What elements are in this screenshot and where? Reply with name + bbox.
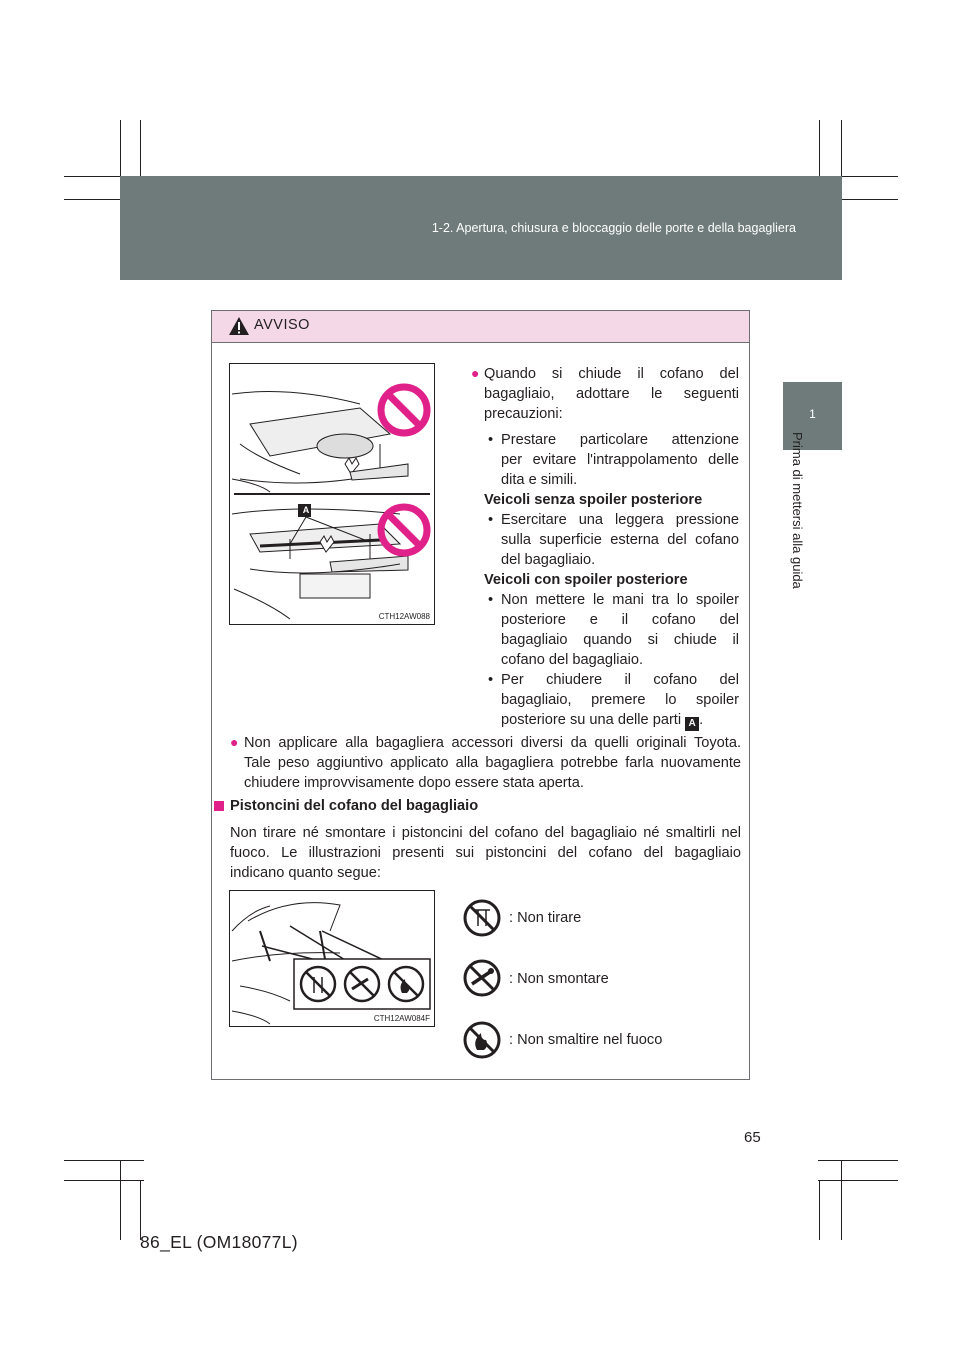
no-disassemble-icon: [462, 958, 502, 998]
section-title: 1-2. Apertura, chiusura e bloccaggio delle porte e della bagagliera: [431, 221, 796, 235]
trunk-closing-illustration: [229, 363, 435, 625]
b1-line-2: bagagliaio, adottare le seguenti: [484, 386, 739, 402]
figure-code: CTH12AW084F: [373, 1014, 430, 1023]
b1-sub-line-3: dita e simili.: [501, 472, 578, 488]
sub-bullet: •: [488, 512, 494, 528]
spoiler-line-4: cofano del bagagliaio.: [501, 652, 643, 668]
chapter-number: 1: [809, 407, 816, 421]
warning-title: AVVISO: [254, 317, 310, 333]
no-fire-label: : Non smaltire nel fuoco: [509, 1032, 663, 1048]
prohibition-icon: [381, 387, 427, 433]
spoiler-line-3: bagagliaio quando si chiude il: [501, 632, 739, 648]
document-code: 86_EL (OM18077L): [140, 1232, 298, 1252]
trunk-strut-illustration: [229, 890, 435, 1027]
struts-heading: Pistoncini del cofano del bagagliaio: [230, 798, 479, 814]
b1-sub-line-1: Prestare particolare attenzione: [501, 432, 739, 448]
page-number: 65: [744, 1129, 761, 1146]
body-line-1: Non tirare né smontare i pistoncini del cofano del bagagliaio né smaltirli nel: [230, 825, 741, 841]
section-square-marker: [214, 801, 224, 811]
body-line-2: fuoco. Le illustrazioni presenti sui pistoncini del cofano del bagagliaio: [230, 845, 741, 861]
warning-triangle-icon: [228, 316, 250, 336]
spoiler-line-7: [501, 710, 703, 731]
no-spoiler-line-3: del bagagliaio.: [501, 552, 596, 568]
b1-line-1: Quando si chiude il cofano del: [484, 366, 739, 382]
spoiler-line-6: bagagliaio, premere lo spoiler: [501, 692, 739, 708]
bullet-dot: ●: [230, 734, 239, 750]
no-pull-label: : Non tirare: [509, 910, 582, 926]
spoiler-line-1: Non mettere le mani tra lo spoiler: [501, 592, 739, 608]
spoiler-heading: Veicoli con spoiler posteriore: [484, 572, 688, 588]
part-a-tag: A: [685, 717, 699, 731]
sub-bullet: •: [488, 432, 494, 448]
spoiler-end: .: [699, 712, 704, 728]
b1-sub-line-2: per evitare l'intrappolamento delle: [501, 452, 739, 468]
sub-bullet: •: [488, 592, 494, 608]
spoiler-line-2: posteriore e il cofano del: [501, 612, 739, 628]
spoiler-line-5: Per chiudere il cofano del: [501, 672, 739, 688]
b2-line-2: Tale peso aggiuntivo applicato alla bagagliera potrebbe farla nuovamente: [244, 755, 741, 771]
no-disassemble-icon: [345, 967, 379, 1001]
no-pull-icon: [301, 967, 335, 1001]
b2-line-1: Non applicare alla bagagliera accessori diversi da quelli originali Toyota.: [244, 735, 741, 751]
no-pull-icon: [462, 898, 502, 938]
b1-line-3: precauzioni:: [484, 406, 563, 422]
bullet-dot: ●: [471, 365, 480, 381]
no-fire-icon: [389, 967, 423, 1001]
chapter-title: Prima di mettersi alla guida: [790, 432, 805, 589]
no-spoiler-line-2: sulla superficie esterna del cofano: [501, 532, 739, 548]
no-spoiler-line-1: Esercitare una leggera pressione: [501, 512, 739, 528]
sub-bullet: •: [488, 672, 494, 688]
no-spoiler-heading: Veicoli senza spoiler posteriore: [484, 492, 703, 508]
trunk-strut-drawing: [230, 891, 434, 1026]
body-line-3: indicano quanto segue:: [230, 865, 381, 881]
figure-tag: A: [302, 505, 310, 515]
prohibition-icon: [381, 507, 427, 553]
spoiler-line-7-text: posteriore su una delle parti: [501, 712, 682, 728]
b2-line-3: chiudere improvvisamente dopo essere stata aperta.: [244, 775, 584, 791]
trunk-closing-drawing: [230, 364, 434, 624]
no-fire-icon: [462, 1020, 502, 1060]
no-disassemble-label: : Non smontare: [509, 971, 609, 987]
figure-code: CTH12AW088: [378, 612, 430, 621]
